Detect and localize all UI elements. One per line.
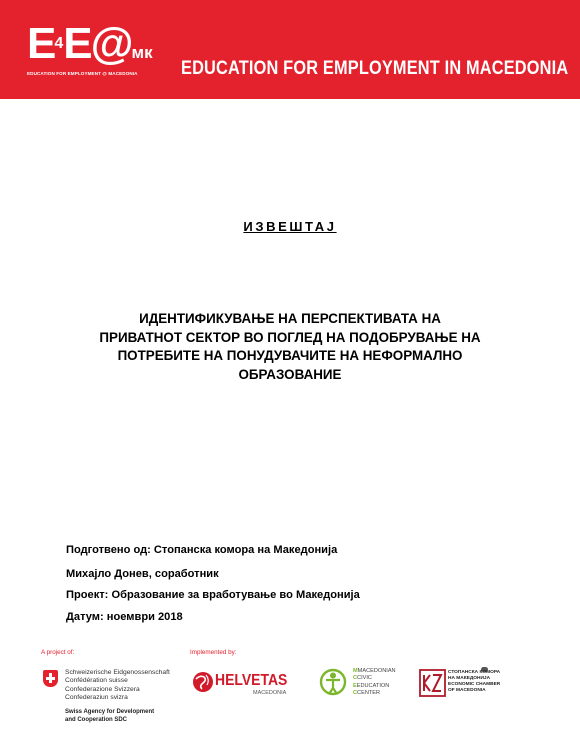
chamber-text <box>448 670 500 694</box>
helvetas-sub: MACEDONIA <box>253 690 287 696</box>
logo-tagline: EDUCATION FOR EMPLOYMENT @ MACEDONIA <box>27 71 138 76</box>
swiss-line: Confederaziun svizra <box>65 693 128 701</box>
title-line: ИДЕНТИФИКУВАЊЕ НА ПЕРСПЕКТИВАТА НА <box>139 311 441 326</box>
mce-line: CCENTER <box>353 690 381 697</box>
title-line: ОБРАЗОВАНИЕ <box>238 366 342 382</box>
sdc-text <box>65 708 154 724</box>
title-line: ПОТРЕБИТЕ НА ПОНУДУВАЧИТЕ НА НЕФОРМАЛНО <box>117 348 463 364</box>
header-banner <box>0 0 580 99</box>
chamber-line: ECONOMIC CHAMBER <box>448 682 501 688</box>
swiss-line: Confédération suisse <box>65 677 128 685</box>
chamber-line: НА МАКЕДОНИЈА <box>448 676 491 682</box>
sdc-line: Swiss Agency for Development <box>65 709 155 715</box>
document-type: ИЗВЕШТАЈ <box>243 219 337 234</box>
project-of-label: A project of: <box>41 649 75 656</box>
author: Михајло Донев, соработник <box>66 568 219 580</box>
chamber-line: СТОПАНСКА КОМОРА <box>448 670 501 675</box>
mce-figure-icon <box>319 667 347 697</box>
document-title <box>40 310 540 384</box>
logo-mark-e: E <box>27 19 55 68</box>
prepared-by: Подготвено од: Стопанска комора на Македонија <box>66 544 338 556</box>
swiss-line: Confederazione Svizzera <box>65 685 140 693</box>
mce-line: EEDUCATION <box>353 682 390 689</box>
mce-text <box>353 668 396 698</box>
banner-title: EDUCATION FOR EMPLOYMENT IN MACEDONIA <box>181 58 569 79</box>
helvetas-globe-icon <box>192 671 214 693</box>
helvetas-name: HELVETAS <box>215 672 288 689</box>
logo-suffix: мк <box>131 43 153 62</box>
date: Датум: ноември 2018 <box>66 611 183 623</box>
swiss-line: Schweizerische Eidgenossenschaft <box>65 669 170 676</box>
title-line: ПРИВАТНОТ СЕКТОР ВО ПОГЛЕД НА ПОДОБРУВАЊЕ НА <box>99 329 481 345</box>
sdc-line: and Cooperation SDC <box>65 717 128 723</box>
chamber-emblem-icon <box>419 669 446 697</box>
project: Проект: Образование за вработување во Македонија <box>66 589 360 601</box>
implemented-by-label: Implemented by: <box>190 649 237 656</box>
chamber-line: OF MACEDONIA <box>448 688 486 694</box>
mce-line: MMACEDONIAN <box>353 668 396 674</box>
logo-digit: 4 <box>54 35 64 52</box>
ee4mk-logo <box>27 19 157 80</box>
logo-mark-e-at: E@ <box>63 19 132 68</box>
swiss-cross-icon <box>43 670 58 687</box>
mce-line: CCIVIC <box>353 675 372 682</box>
swiss-confederation-text <box>65 669 170 702</box>
